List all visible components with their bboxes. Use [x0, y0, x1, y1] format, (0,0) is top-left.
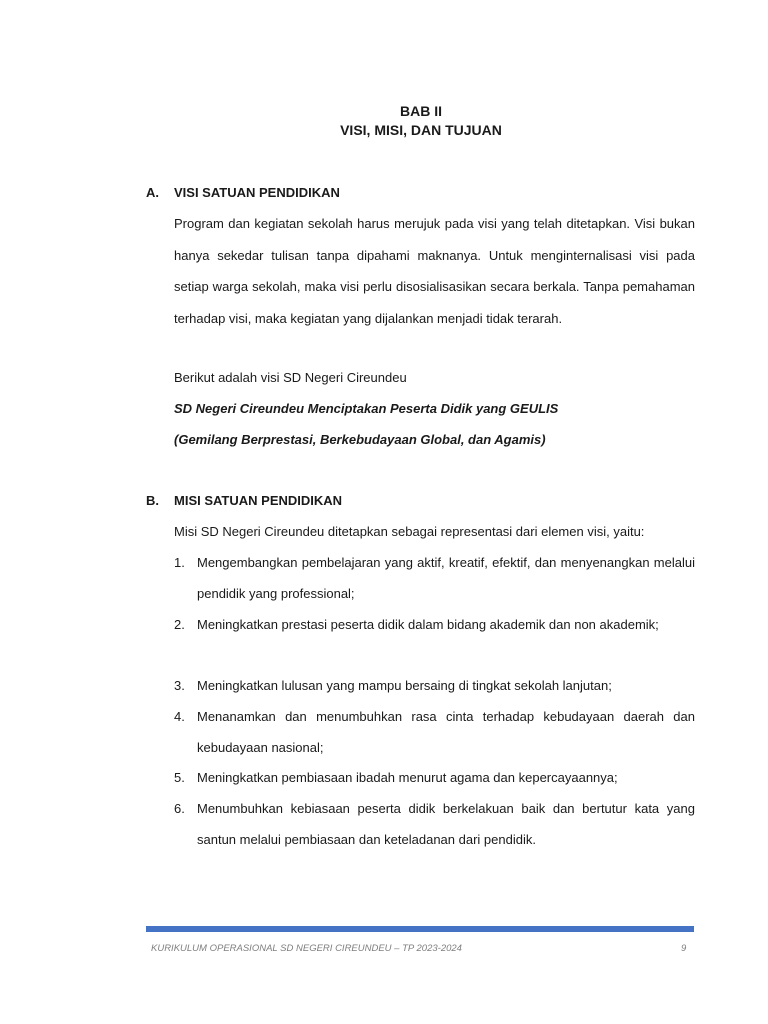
chapter-title: VISI, MISI, DAN TUJUAN	[340, 122, 502, 138]
list-item: Mengembangkan pembelajaran yang aktif, kreatif, efektif, dan menyenangkan melalui pendidik yang professional;	[197, 555, 695, 601]
section-b-title: MISI SATUAN PENDIDIKAN	[174, 493, 343, 508]
chapter-label: BAB II	[400, 103, 442, 119]
mission-intro: Misi SD Negeri Cireundeu ditetapkan sebagai representasi dari elemen visi, yaitu:	[174, 524, 645, 539]
list-item-number: 4.	[174, 709, 185, 724]
list-item-number: 3.	[174, 678, 185, 693]
vision-intro: Berikut adalah visi SD Negeri Cireundeu	[174, 370, 407, 385]
list-item-number: 2.	[174, 617, 185, 632]
vision-statement: SD Negeri Cireundeu Menciptakan Peserta Didik yang GEULIS	[174, 401, 559, 416]
list-item: Meningkatkan lulusan yang mampu bersaing di tingkat sekolah lanjutan;	[197, 678, 612, 693]
list-item-number: 1.	[174, 555, 185, 570]
section-a-letter: A.	[146, 185, 159, 200]
section-a-paragraph: Program dan kegiatan sekolah harus merujuk pada visi yang telah ditetapkan. Visi bukan hanya sekedar tulisan tanpa dipahami maknanya. Untuk menginternalisasi visi pada setiap warga sekolah, maka visi perlu disosialisasikan secara berkala. Tanpa pemahaman terhadap visi, maka kegiatan yang dijalankan menjadi tidak terarah.	[174, 216, 695, 326]
page-number: 9	[681, 943, 687, 954]
list-item-number: 6.	[174, 801, 185, 816]
section-b-letter: B.	[146, 493, 159, 508]
section-a-title: VISI SATUAN PENDIDIKAN	[174, 185, 340, 200]
list-item: Meningkatkan pembiasaan ibadah menurut agama dan kepercayaannya;	[197, 770, 618, 785]
list-item: Meningkatkan prestasi peserta didik dalam bidang akademik dan non akademik;	[197, 617, 659, 632]
list-item-number: 5.	[174, 770, 185, 785]
list-item: Menumbuhkan kebiasaan peserta didik berkelakuan baik dan bertutur kata yang santun melalui pembiasaan dan keteladanan dari pendidik.	[197, 801, 695, 847]
list-item: Menanamkan dan menumbuhkan rasa cinta terhadap kebudayaan daerah dan kebudayaan nasional;	[197, 709, 695, 755]
footer-divider	[146, 926, 694, 932]
vision-acronym: (Gemilang Berprestasi, Berkebudayaan Global, dan Agamis)	[174, 432, 546, 447]
footer-title: KURIKULUM OPERASIONAL SD NEGERI CIREUNDEU – TP 2023-2024	[151, 943, 462, 954]
